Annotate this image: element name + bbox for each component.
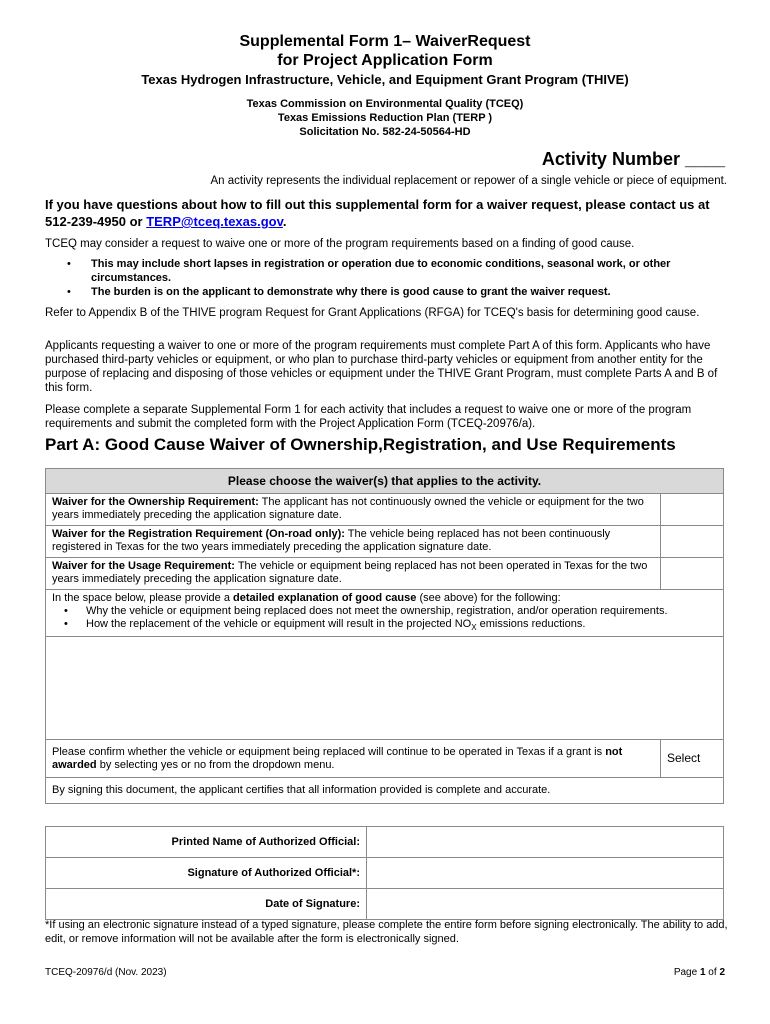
contact-text: If you have questions about how to fill out this supplemental form for a waiver request, please contact us at 512-239-4950 or <box>45 197 710 229</box>
waiver-ownership <box>46 494 661 526</box>
explain-bold: detailed explanation of good cause <box>233 592 417 604</box>
explanation-prompt <box>46 590 724 637</box>
nox-subscript: X <box>471 623 477 633</box>
agency-name: Texas Commission on Environmental Quality (TCEQ) <box>246 98 524 110</box>
confirm-dropdown[interactable]: Select <box>661 740 724 778</box>
waiver-text: The applicant has not continuously owned the vehicle or equipment for the two years immediately preceding the application signature date. <box>52 496 644 521</box>
of-word: of <box>705 967 720 978</box>
waiver-table-header: Please choose the waiver(s) that applies to the activity. <box>46 469 724 494</box>
waiver-text: The vehicle or equipment being replaced has not been operated in Texas for the two years immediately preceding the application signature date. <box>52 560 648 585</box>
explain-text: In the space below, please provide a <box>52 592 234 604</box>
date-field[interactable] <box>367 889 724 920</box>
form-title-line1: Supplemental Form 1– WaiverRequest <box>239 33 531 50</box>
page-number <box>674 967 725 978</box>
intro-paragraph-2: Refer to Appendix B of the THIVE program Request for Grant Applications (RFGA) for TCEQ's basis for determining good cause. <box>45 307 700 319</box>
waiver-usage-checkbox[interactable] <box>661 558 724 590</box>
intro-bullets <box>45 257 727 299</box>
confirm-bold: not awarded <box>52 745 623 771</box>
printed-name-field[interactable] <box>367 827 724 858</box>
waiver-title: Waiver for the Usage Requirement: <box>52 560 235 572</box>
signature-table <box>45 826 724 920</box>
certification-statement: By signing this document, the applicant certifies that all information provided is complete and accurate. <box>46 778 724 804</box>
form-title-line2: for Project Application Form <box>277 52 493 69</box>
signature-label: Signature of Authorized Official*: <box>46 858 367 889</box>
org-block <box>0 97 770 139</box>
waiver-table <box>45 468 724 804</box>
printed-name-label: Printed Name of Authorized Official: <box>46 827 367 858</box>
confirm-operation-question <box>46 740 661 778</box>
list-item <box>52 618 717 634</box>
intro-paragraph-1: TCEQ may consider a request to waive one or more of the program requirements based on a finding of good cause. <box>45 238 635 250</box>
activity-number: Activity Number ____ <box>541 149 725 169</box>
list-item: • The burden is on the applicant to demonstrate why there is good cause to grant the waiver request. <box>45 285 727 299</box>
confirm-text: Please confirm whether the vehicle or equipment being replaced will continue to be operated in Texas if a grant is <box>52 745 606 758</box>
title-block <box>0 32 770 88</box>
waiver-text: The vehicle being replaced has not been continuously registered in Texas for the two years immediately preceding the application signature date. <box>52 528 611 553</box>
waiver-registration-checkbox[interactable] <box>661 526 724 558</box>
signature-footnote: *If using an electronic signature instead of a typed signature, please complete the entire form before signing electronically. The ability to add, edit, or remove information will not be available after the form is electronically signed. <box>45 919 728 945</box>
explanation-text-area[interactable] <box>46 637 724 740</box>
waiver-title: Waiver for the Registration Requirement (On-road only): <box>52 528 345 540</box>
list-item: • Why the vehicle or equipment being replaced does not meet the ownership, registration, and/or operation requirements. <box>52 605 717 618</box>
date-label: Date of Signature: <box>46 889 367 920</box>
nox-tail: emissions reductions. <box>476 618 586 630</box>
list-item: • This may include short lapses in registration or operation due to economic conditions, seasonal work, or other circumstances. <box>45 257 727 285</box>
email-link[interactable]: TERP@tceq.texas.gov <box>146 214 283 229</box>
nox-text: How the replacement of the vehicle or equipment will result in the projected NO <box>86 618 472 630</box>
contact-end: . <box>282 214 287 229</box>
contact-info <box>45 196 735 230</box>
program-name: Texas Hydrogen Infrastructure, Vehicle, and Equipment Grant Program (THIVE) <box>141 72 629 87</box>
intro-paragraph-4: Please complete a separate Supplemental Form 1 for each activity that includes a request to waive one or more of the program requirements and submit the completed form with the Project Application Form (TCEQ-20976/a). <box>45 404 692 430</box>
form-id: TCEQ-20976/d (Nov. 2023) <box>45 967 167 978</box>
page-current: 1 <box>699 967 706 978</box>
intro-paragraph-3: Applicants requesting a waiver to one or more of the program requirements must complete Part A of this form. Applicants who have purchased third-party vehicles or equipment, or who plan to purchase third-party vehicles or equipment from another entity for the purpose of replacing and disposing of those vehicles or equipment under the THIVE Grant Program, must complete Parts A and B of this form. <box>45 340 718 394</box>
signature-field[interactable] <box>367 858 724 889</box>
waiver-usage <box>46 558 661 590</box>
waiver-title: Waiver for the Ownership Requirement: <box>52 496 259 508</box>
explain-text-end: (see above) for the following: <box>416 592 561 604</box>
part-a-heading: Part A: Good Cause Waiver of Ownership,Registration, and Use Requirements <box>45 435 676 454</box>
waiver-ownership-checkbox[interactable] <box>661 494 724 526</box>
plan-name: Texas Emissions Reduction Plan (TERP ) <box>277 112 493 124</box>
page-word: Page <box>673 967 700 978</box>
solicitation-number: Solicitation No. 582-24-50564-HD <box>299 126 471 138</box>
waiver-registration <box>46 526 661 558</box>
confirm-text-end: by selecting yes or no from the dropdown menu. <box>96 758 335 771</box>
page-total: 2 <box>719 967 725 978</box>
activity-note: An activity represents the individual replacement or repower of a single vehicle or piece of equipment. <box>210 175 727 187</box>
